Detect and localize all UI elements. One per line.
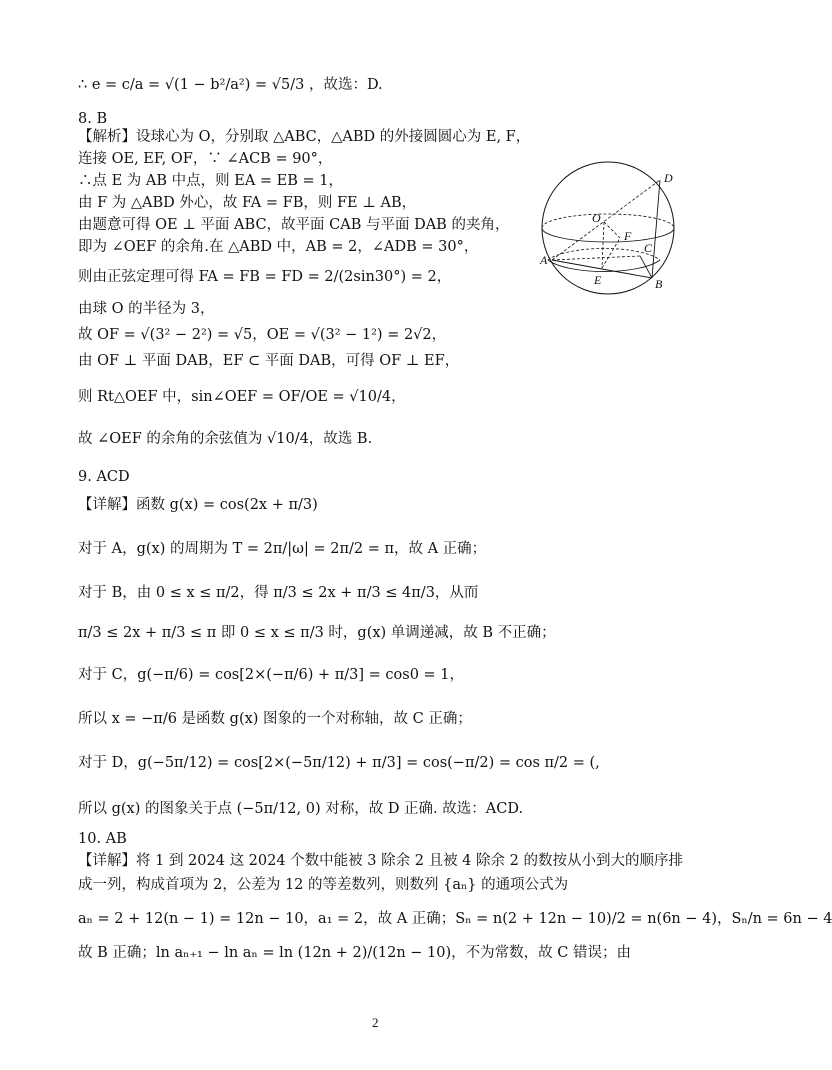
text-line-l23: 所以 g(x) 的图象关于点 (−5π/12, 0) 对称，故 D 正确. 故选：ACD.: [78, 801, 524, 817]
label-a: A: [540, 253, 548, 267]
text-line-l13: 则 Rt△OEF 中，sin∠OEF = OF/OE = √10/4，: [78, 389, 406, 405]
label-e: E: [594, 273, 602, 287]
label-d: D: [664, 171, 673, 185]
text-line-l18: 对于 B，由 0 ≤ x ≤ π/2，得 π/3 ≤ 2x + π/3 ≤ 4π/3，从而: [78, 585, 479, 601]
edge-bd: [652, 180, 660, 278]
text-line-l26: 成一列，构成首项为 2，公差为 12 的等差数列，则数列 {aₙ} 的通项公式为: [78, 877, 569, 893]
text-line-l09: 则由正弦定理可得 FA = FB = FD = 2/(2sin30°) = 2，: [78, 269, 452, 285]
text-line-l06: 由 F 为 △ABD 外心，故 FA = FB，则 FE ⊥ AB，: [78, 195, 417, 211]
edge-cb: [640, 256, 652, 278]
text-line-l16: 【详解】函数 g(x) = cos(2x + π/3): [78, 497, 318, 513]
text-line-l10: 由球 O 的半径为 3，: [78, 301, 215, 317]
sphere-diagram: [528, 160, 688, 300]
label-o: O: [592, 211, 601, 225]
text-line-l25: 【详解】将 1 到 2024 这 2024 个数中能被 3 除余 2 且被 4 除余 2 的数按从小到大的顺序排: [78, 853, 683, 869]
text-line-l19: π/3 ≤ 2x + π/3 ≤ π 即 0 ≤ x ≤ π/3 时，g(x) 单调递减，故 B 不正确；: [78, 625, 556, 641]
equator-front: [542, 228, 674, 242]
edge-ac: [552, 256, 640, 260]
text-line-l28: 故 B 正确；ln aₙ₊₁ − ln aₙ = ln (12n + 2)/(12n − 10)，不为常数，故 C 错误；由: [78, 945, 631, 961]
text-line-l04: 连接 OE, EF, OF，∵ ∠ACB = 90°，: [78, 151, 333, 167]
text-line-l14: 故 ∠OEF 的余角的余弦值为 √10/4，故选 B.: [78, 431, 373, 447]
text-line-l03: 【解析】设球心为 O，分别取 △ABC，△ABD 的外接圆圆心为 E, F，: [78, 129, 531, 145]
sphere-svg: [528, 160, 688, 300]
text-line-l02: 8. B: [78, 111, 108, 127]
label-f: F: [624, 229, 632, 243]
text-line-l08: 即为 ∠OEF 的余角.在 △ABD 中，AB = 2，∠ADB = 30°，: [78, 239, 479, 255]
text-line-l22: 对于 D，g(−5π/12) = cos[2×(−5π/12) + π/3] = cos(−π/2) = cos π/2 = (,: [78, 755, 600, 771]
page-number: 2: [372, 1015, 379, 1030]
text-line-l17: 对于 A，g(x) 的周期为 T = 2π/|ω| = 2π/2 = π，故 A 正确；: [78, 541, 487, 557]
segment-oe: [602, 222, 604, 268]
text-line-l07: 由题意可得 OE ⊥ 平面 ABC，故平面 CAB 与平面 DAB 的夹角，: [78, 217, 510, 233]
text-line-l20: 对于 C，g(−π/6) = cos[2×(−π/6) + π/3] = cos0 = 1，: [78, 667, 465, 683]
label-b: B: [655, 277, 663, 291]
text-line-l21: 所以 x = −π/6 是函数 g(x) 图象的一个对称轴，故 C 正确；: [78, 711, 472, 727]
segment-ef: [602, 238, 620, 268]
text-line-l15: 9. ACD: [78, 469, 130, 485]
sphere-outline: [542, 162, 674, 294]
text-line-l11: 故 OF = √(3² − 2²) = √5，OE = √(3² − 1²) = 2√2，: [78, 327, 447, 343]
label-c: C: [644, 241, 653, 255]
segment-of: [604, 222, 620, 238]
text-line-l24: 10. AB: [78, 831, 127, 847]
text-line-l05: ∴点 E 为 AB 中点，则 EA = EB = 1，: [78, 173, 344, 189]
text-line-l01: ∴ e = c/a = √(1 − b²/a²) = √5/3 ，故选：D.: [78, 77, 383, 93]
text-line-l12: 由 OF ⊥ 平面 DAB，EF ⊂ 平面 DAB，可得 OF ⊥ EF，: [78, 353, 460, 369]
text-line-l27: aₙ = 2 + 12(n − 1) = 12n − 10，a₁ = 2，故 A 正确；Sₙ = n(2 + 12n − 10)/2 = n(6n − 4)，Sₙ/n = 6n − 4: [78, 911, 832, 927]
